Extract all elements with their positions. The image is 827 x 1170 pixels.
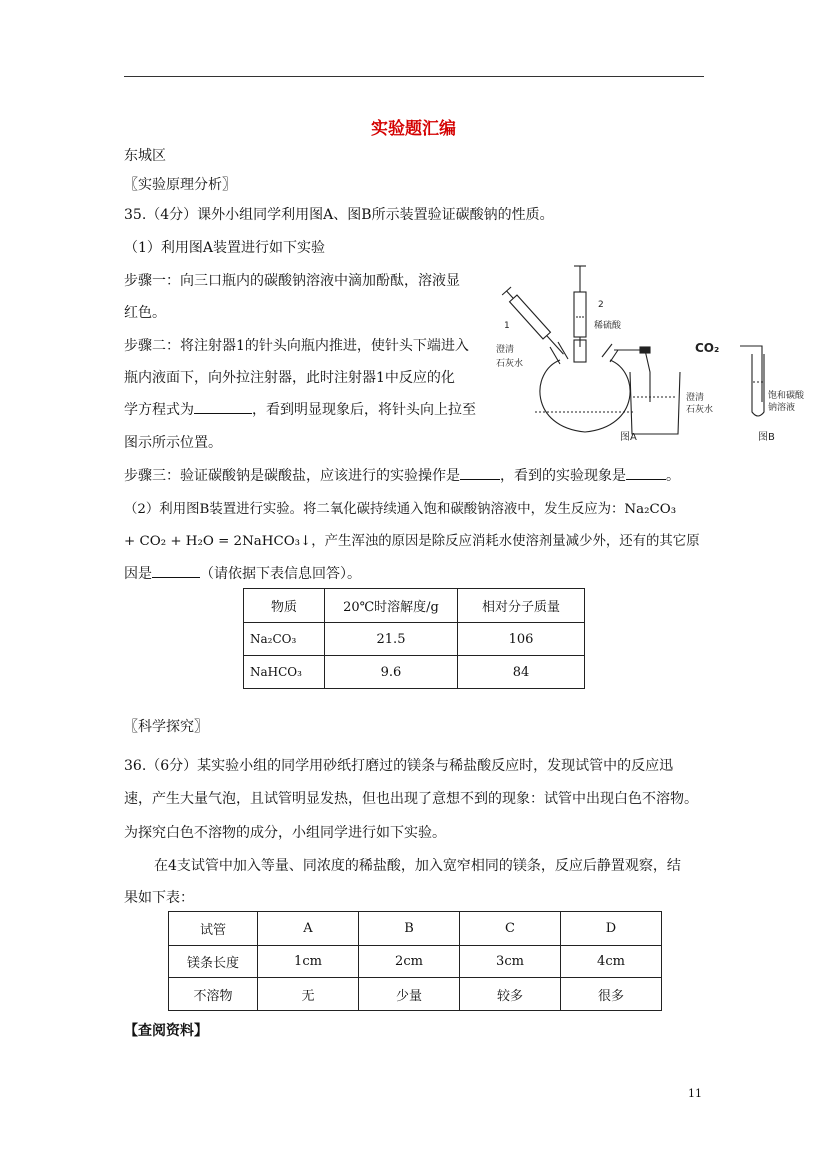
table-cell: 少量 <box>359 978 460 1011</box>
page-number: 11 <box>688 1087 702 1100</box>
delivery-tube-icon <box>614 350 650 402</box>
q35-part1: （1）利用图A装置进行如下实验 <box>124 240 326 256</box>
fig-a-caption: 图A <box>620 432 637 443</box>
table-row <box>169 946 662 978</box>
q35-step3: 步骤三：验证碳酸钠是碳酸盐，应该进行的实验操作是 ，看到的实验现象是 。 <box>124 468 680 484</box>
table-cell: 不溶物 <box>169 978 258 1011</box>
fig-label-solution-1: 饱和碳酸 <box>768 391 805 401</box>
fig-label-syringe1: 1 <box>504 321 510 331</box>
beaker-icon <box>630 372 680 434</box>
flask-body-icon <box>540 360 630 432</box>
q36-line2: 速，产生大量气泡，且试管明显发热，但也出现了意想不到的现象：试管中出现白色不溶物。 <box>124 791 698 807</box>
table-cell: 84 <box>458 656 585 689</box>
q35-part2-line2: + CO₂ + H₂O = 2NaHCO₃↓，产生浑浊的原因是除反应消耗水使溶剂量减少外，还有的其它原 <box>124 534 700 549</box>
table-header-cell: 相对分子质量 <box>458 589 585 623</box>
page-title: 实验题汇编 <box>371 119 456 139</box>
fig-label-limewater-left-1: 澄清 <box>496 345 515 355</box>
table-cell: 较多 <box>460 978 561 1011</box>
q35-step2-line4: 图示所示位置。 <box>124 435 222 451</box>
table-row <box>244 623 585 656</box>
apparatus-figure <box>490 262 820 447</box>
syringe-2-icon <box>574 266 586 347</box>
fig-label-co2: CO₂ <box>695 341 720 355</box>
table-cell: 试管 <box>169 912 258 946</box>
q35-stem: 35.（4分）课外小组同学利用图A、图B所示装置验证碳酸钠的性质。 <box>124 207 554 223</box>
q35-step2-line2: 瓶内液面下，向外拉注射器，此时注射器1中反应的化 <box>124 370 455 386</box>
answer-blank-equation[interactable] <box>194 401 252 414</box>
table-header-cell: 20℃时溶解度/g <box>325 589 458 623</box>
q36-line4: 在4支试管中加入等量、同浓度的稀盐酸，加入宽窄相同的镁条，反应后静置观察，结 <box>154 858 681 874</box>
q35-step1-line1: 步骤一：向三口瓶内的碳酸钠溶液中滴加酚酞，溶液显 <box>124 273 460 289</box>
table-cell: Na₂CO₃ <box>244 623 325 656</box>
table-cell: D <box>561 912 662 946</box>
q35-part2-line3: 因是 （请依据下表信息回答）。 <box>124 566 361 582</box>
table-cell: NaHCO₃ <box>244 656 325 689</box>
answer-blank-reason[interactable] <box>152 565 200 578</box>
section-principle: 〖实验原理分析〗 <box>124 177 236 193</box>
section-inquiry: 〖科学探究〗 <box>124 719 208 735</box>
q35-step2-line1: 步骤二：将注射器1的针头向瓶内推进，使针头下端进入 <box>124 338 469 354</box>
table-header-cell: 物质 <box>244 589 325 623</box>
table-cell: 4cm <box>561 946 662 978</box>
q35-step1-line2: 红色。 <box>124 305 166 321</box>
district-label: 东城区 <box>124 148 166 164</box>
fig-label-acid: 稀硫酸 <box>594 321 622 331</box>
solubility-table <box>243 588 585 689</box>
table-cell: 9.6 <box>325 656 458 689</box>
table-cell: 2cm <box>359 946 460 978</box>
table-row <box>244 589 585 623</box>
q35-step2-line3: 学方程式为 ，看到明显现象后，将针头向上拉至 <box>124 402 476 418</box>
table-cell: A <box>258 912 359 946</box>
fig-label-limewater-left-2: 石灰水 <box>496 359 524 369</box>
table-cell: 106 <box>458 623 585 656</box>
fig-label-solution-2: 钠溶液 <box>768 403 796 413</box>
table-cell: 3cm <box>460 946 561 978</box>
table-row <box>169 978 662 1011</box>
fig-b-caption: 图B <box>758 432 775 443</box>
q35-part2-line1: （2）利用图B装置进行实验。将二氧化碳持续通入饱和碳酸钠溶液中，发生反应为：Na₂CO₃ <box>124 502 677 517</box>
table-cell: C <box>460 912 561 946</box>
fig-label-limewater-right-2: 石灰水 <box>686 405 714 415</box>
table-cell: 镁条长度 <box>169 946 258 978</box>
magnesium-table <box>168 911 662 1011</box>
table-row <box>244 656 585 689</box>
q36-line3: 为探究白色不溶物的成分，小组同学进行如下实验。 <box>124 825 446 841</box>
answer-blank-phenomenon[interactable] <box>626 467 666 480</box>
q36-line5: 果如下表： <box>124 890 194 906</box>
fig-label-syringe2: 2 <box>598 300 604 310</box>
header-rule <box>124 76 704 77</box>
table-cell: 无 <box>258 978 359 1011</box>
co2-tube-icon <box>740 346 762 402</box>
table-cell: 很多 <box>561 978 662 1011</box>
table-cell: 1cm <box>258 946 359 978</box>
table-cell: 21.5 <box>325 623 458 656</box>
q36-line1: 36.（6分）某实验小组的同学用砂纸打磨过的镁条与稀盐酸反应时，发现试管中的反应迅 <box>124 758 674 774</box>
q36-resources-heading: 【查阅资料】 <box>124 1023 208 1039</box>
answer-blank-operation[interactable] <box>460 467 500 480</box>
table-row <box>169 912 662 946</box>
table-cell: B <box>359 912 460 946</box>
fig-label-limewater-right-1: 澄清 <box>686 393 705 403</box>
